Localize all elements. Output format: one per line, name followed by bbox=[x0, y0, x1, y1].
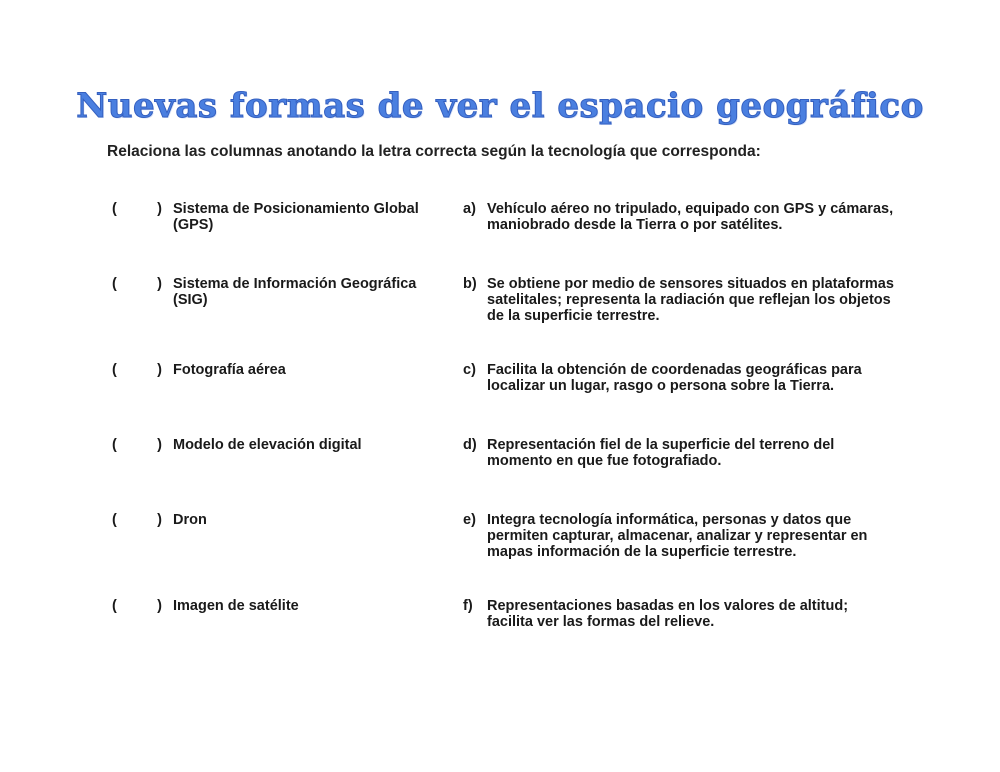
option-description: Representaciones basadas en los valores de altitud; facilita ver las formas del relieve. bbox=[487, 598, 849, 630]
answer-blank[interactable] bbox=[112, 276, 162, 292]
answer-blank[interactable] bbox=[112, 512, 162, 528]
page-title: Nuevas formas de ver el espacio geográfico bbox=[76, 86, 924, 126]
instruction-text: Relaciona las columnas anotando la letra correcta según la tecnología que corresponda: bbox=[107, 143, 761, 160]
paren-close: ) bbox=[157, 362, 162, 378]
option-description: Se obtiene por medio de sensores situados en plataformas satelitales; representa la radiación que reflejan los objetos de la superficie terrestre. bbox=[487, 276, 894, 324]
paren-open: ( bbox=[112, 598, 117, 614]
technology-label: Fotografía aérea bbox=[173, 362, 286, 378]
paren-close: ) bbox=[157, 512, 162, 528]
paren-close: ) bbox=[157, 437, 162, 453]
answer-blank[interactable] bbox=[112, 201, 162, 217]
option-description: Integra tecnología informática, personas y datos que permiten capturar, almacenar, analizar y representar en mapas información de la superficie terrestre. bbox=[487, 512, 868, 560]
paren-open: ( bbox=[112, 512, 117, 528]
option-letter: e) bbox=[463, 512, 476, 528]
option-letter: c) bbox=[463, 362, 476, 378]
paren-open: ( bbox=[112, 437, 117, 453]
option-letter: f) bbox=[463, 598, 473, 614]
technology-label: Sistema de Posicionamiento Global (GPS) bbox=[173, 201, 419, 233]
option-description: Vehículo aéreo no tripulado, equipado con GPS y cámaras, maniobrado desde la Tierra o por satélites. bbox=[487, 201, 894, 233]
technology-label: Sistema de Información Geográfica (SIG) bbox=[173, 276, 417, 308]
option-letter: b) bbox=[463, 276, 477, 292]
option-letter: d) bbox=[463, 437, 477, 453]
answer-blank[interactable] bbox=[112, 598, 162, 614]
paren-close: ) bbox=[157, 201, 162, 217]
answer-blank[interactable] bbox=[112, 362, 162, 378]
option-letter: a) bbox=[463, 201, 476, 217]
technology-label: Dron bbox=[173, 512, 207, 528]
option-description: Facilita la obtención de coordenadas geográficas para localizar un lugar, rasgo o persona sobre la Tierra. bbox=[487, 362, 862, 394]
paren-open: ( bbox=[112, 362, 117, 378]
paren-close: ) bbox=[157, 276, 162, 292]
answer-blank[interactable] bbox=[112, 437, 162, 453]
option-description: Representación fiel de la superficie del terreno del momento en que fue fotografiado. bbox=[487, 437, 835, 469]
technology-label: Modelo de elevación digital bbox=[173, 437, 362, 453]
paren-close: ) bbox=[157, 598, 162, 614]
paren-open: ( bbox=[112, 201, 117, 217]
paren-open: ( bbox=[112, 276, 117, 292]
technology-label: Imagen de satélite bbox=[173, 598, 299, 614]
